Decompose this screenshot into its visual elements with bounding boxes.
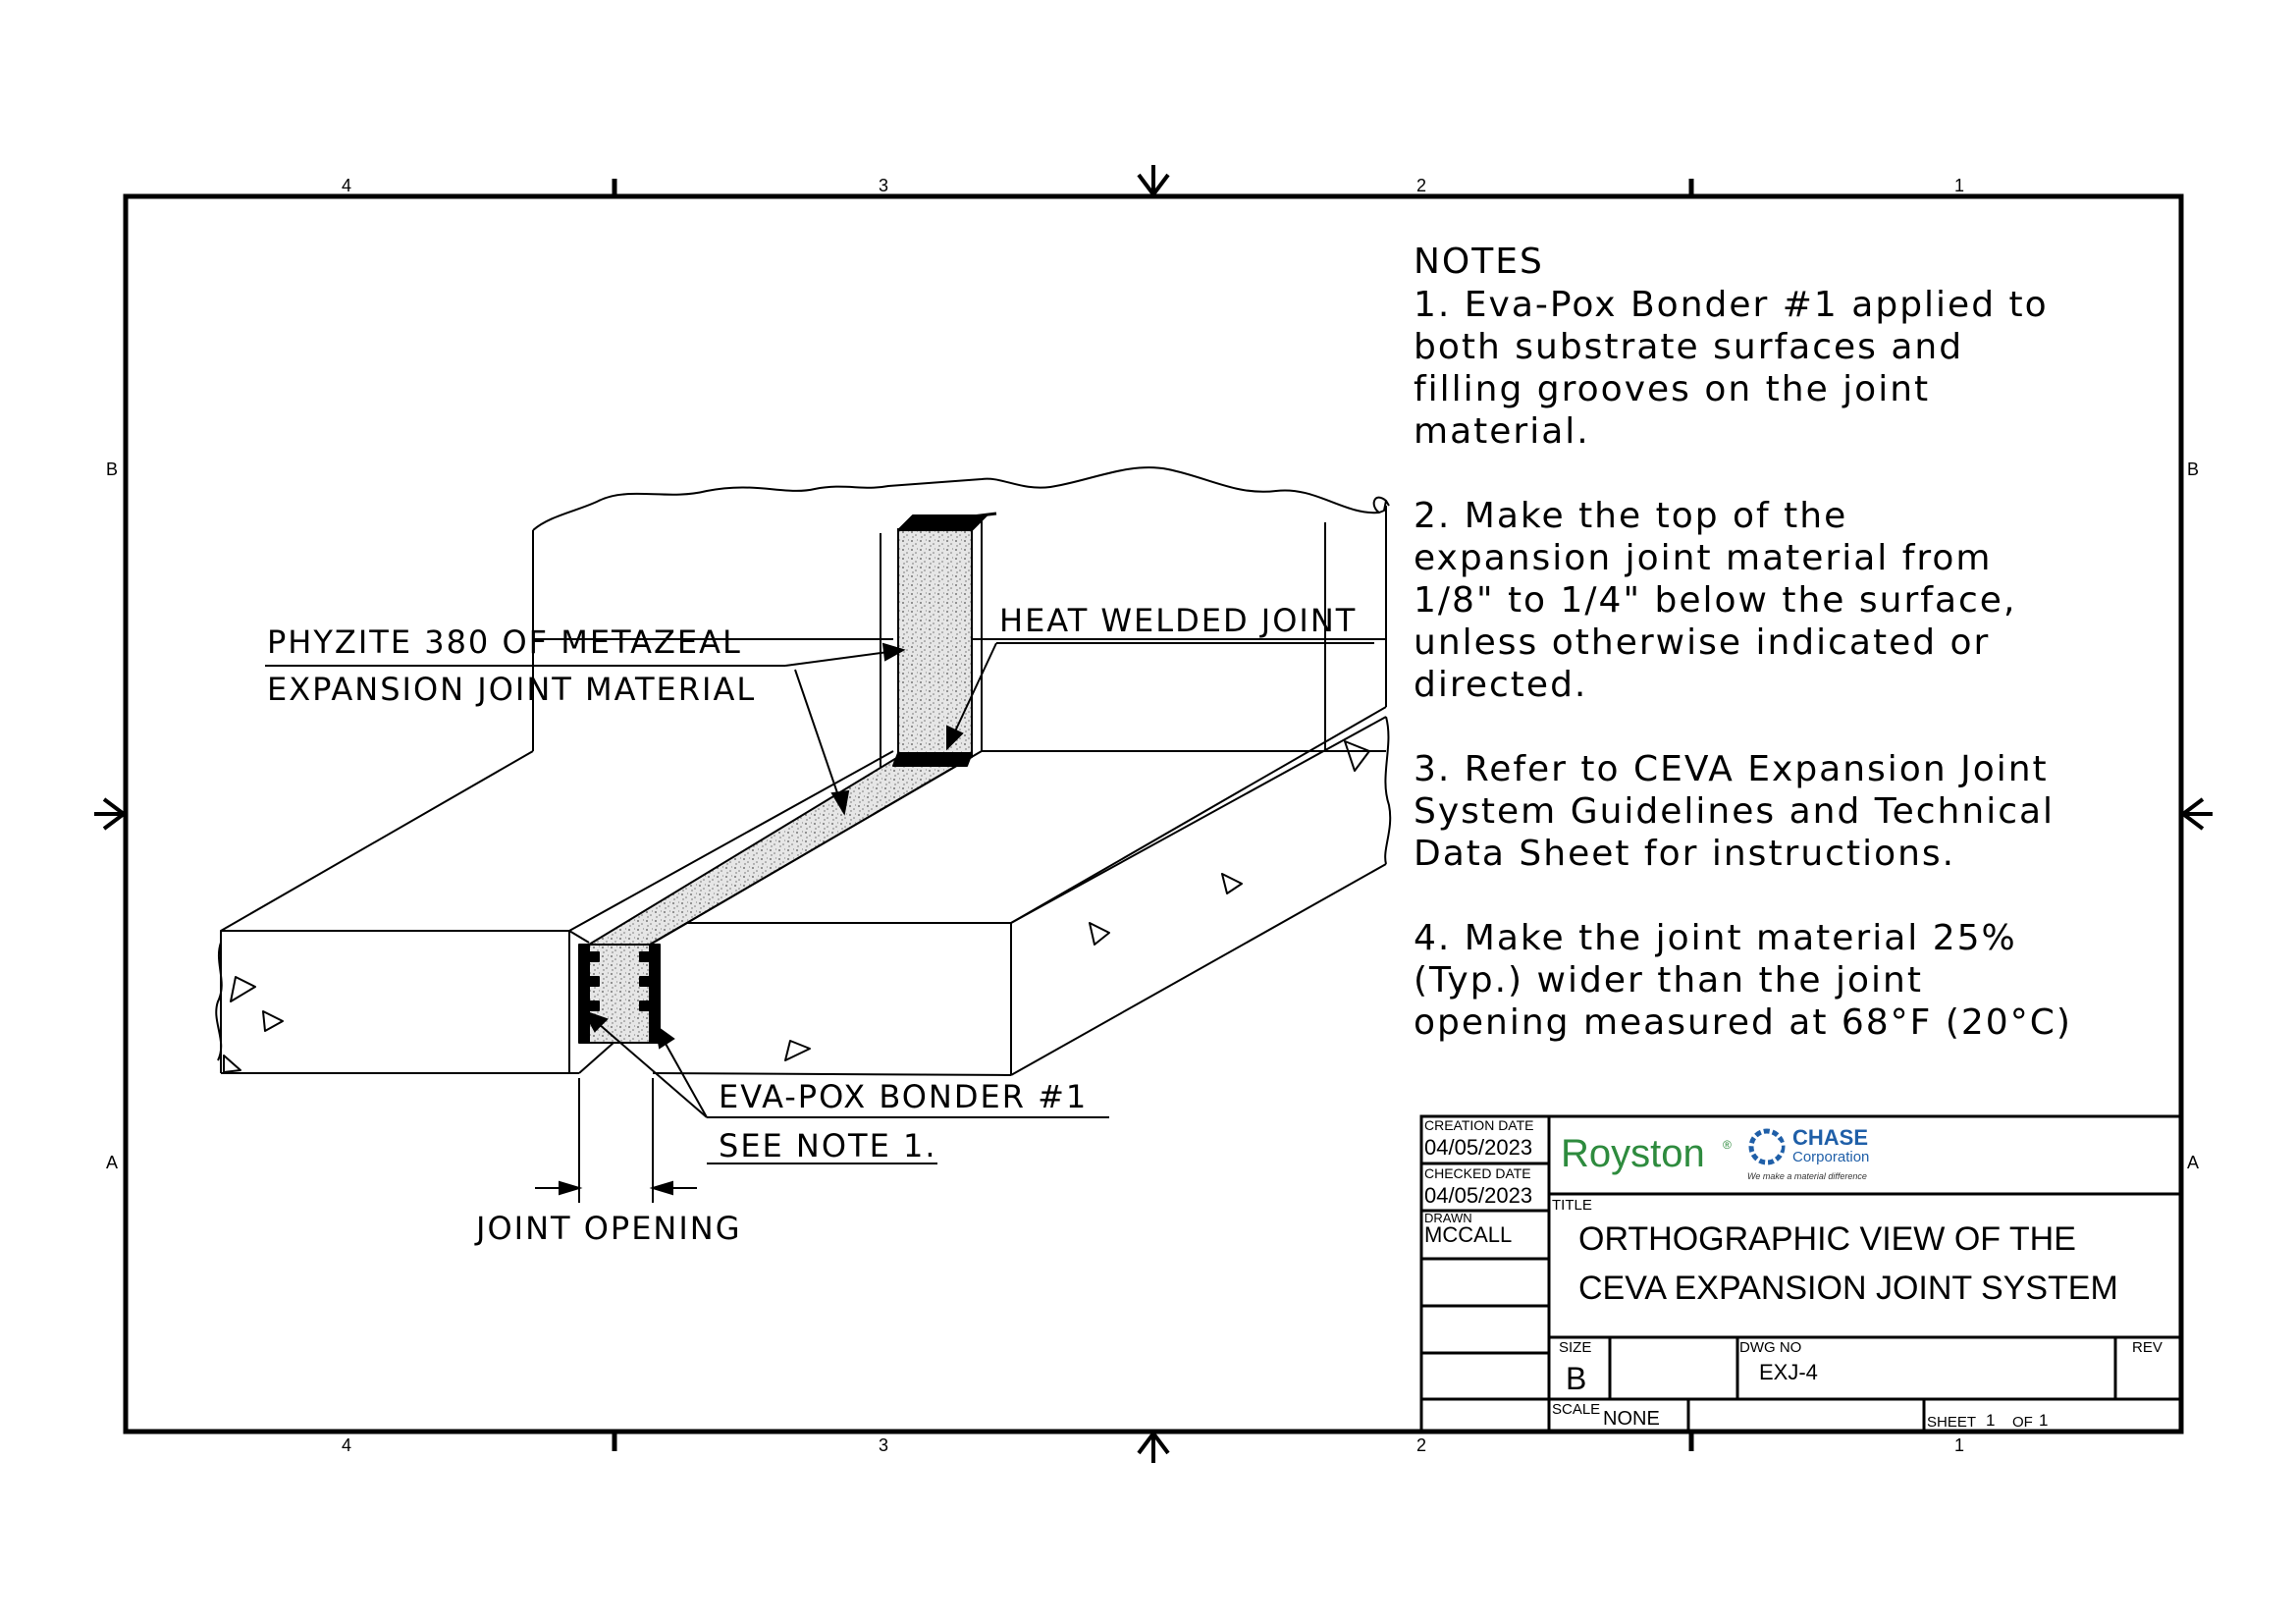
center-mark-top <box>1139 165 1168 196</box>
zone-bottom-2: 2 <box>1415 1435 1427 1455</box>
aggregate-marks <box>224 741 1369 1072</box>
center-mark-bottom <box>1139 1432 1168 1463</box>
scale-label: SCALE <box>1552 1401 1601 1418</box>
material-strip <box>589 757 972 945</box>
note-line: expansion joint material from <box>1414 538 1993 578</box>
rev-label: REV <box>2132 1339 2163 1356</box>
royston-logo: Royston <box>1561 1132 1705 1175</box>
size-label: SIZE <box>1559 1339 1592 1356</box>
note-line: 1/8" to 1/4" below the surface, <box>1414 580 2017 621</box>
title-line2: CEVA EXPANSION JOINT SYSTEM <box>1578 1270 2118 1307</box>
label-bonder-line2: SEE NOTE 1. <box>719 1127 937 1164</box>
creation-date-value: 04/05/2023 <box>1424 1135 1533 1160</box>
note-line: material. <box>1414 411 1590 452</box>
center-mark-right <box>2181 799 2213 829</box>
center-mark-left <box>94 799 126 829</box>
material-vertical <box>898 530 972 756</box>
zone-left-b: B <box>105 460 119 479</box>
zone-right-b: B <box>2186 460 2200 479</box>
note-line: filling grooves on the joint <box>1414 369 1931 409</box>
checked-date-value: 04/05/2023 <box>1424 1183 1533 1208</box>
zone-bottom-3: 3 <box>878 1435 889 1455</box>
note-line: 4. Make the joint material 25% <box>1414 918 2017 958</box>
note-line: opening measured at 68°F (20°C) <box>1414 1002 2072 1043</box>
chase-tagline: We make a material difference <box>1747 1171 1867 1181</box>
creation-date-label: CREATION DATE <box>1424 1117 1534 1133</box>
drawn-value: MCCALL <box>1424 1222 1513 1247</box>
left-slab <box>216 751 893 1073</box>
joint-drawing <box>216 467 1390 1075</box>
checked-date-label: CHECKED DATE <box>1424 1165 1531 1181</box>
size-value: B <box>1566 1361 1587 1396</box>
dwg-no-label: DWG NO <box>1739 1339 1802 1356</box>
note-line: unless otherwise indicated or <box>1414 622 1991 663</box>
note-line: (Typ.) wider than the joint <box>1414 960 1923 1001</box>
royston-registered-mark: ® <box>1723 1138 1732 1152</box>
zone-top-4: 4 <box>341 176 352 195</box>
zone-top-3: 3 <box>878 176 889 195</box>
note-line: 2. Make the top of the <box>1414 496 1848 536</box>
label-joint-opening: JOINT OPENING <box>476 1210 742 1247</box>
chase-logo-line2: Corporation <box>1792 1149 1870 1165</box>
scale-value: NONE <box>1603 1408 1660 1430</box>
zone-bottom-4: 4 <box>341 1435 352 1455</box>
label-material-line2: EXPANSION JOINT MATERIAL <box>267 671 757 708</box>
note-line: Data Sheet for instructions. <box>1414 834 1956 874</box>
note-line: directed. <box>1414 665 1588 705</box>
title-line1: ORTHOGRAPHIC VIEW OF THE <box>1578 1220 2076 1258</box>
note-line: System Guidelines and Technical <box>1414 791 2056 832</box>
zone-left-a: A <box>105 1153 119 1172</box>
zone-top-2: 2 <box>1415 176 1427 195</box>
chase-logo-line1: CHASE <box>1792 1125 1869 1150</box>
note-line: 3. Refer to CEVA Expansion Joint <box>1414 749 2049 789</box>
zone-top-1: 1 <box>1953 176 1965 195</box>
zone-right-a: A <box>2186 1153 2200 1172</box>
label-heat-welded: HEAT WELDED JOINT <box>999 602 1358 639</box>
note-line: 1. Eva-Pox Bonder #1 applied to <box>1414 285 2049 325</box>
of-value: 1 <box>2039 1411 2049 1430</box>
sheet-value: 1 <box>1986 1411 1996 1430</box>
title-label: TITLE <box>1552 1197 1592 1214</box>
dwg-no-value: EXJ-4 <box>1759 1360 1818 1384</box>
note-line: both substrate surfaces and <box>1414 327 1964 367</box>
label-bonder-line1: EVA-POX BONDER #1 <box>719 1078 1089 1115</box>
notes-heading: NOTES <box>1414 242 1544 282</box>
of-label: OF <box>2012 1414 2033 1431</box>
joint-section <box>579 945 660 1043</box>
notes-block <box>1414 242 2072 1043</box>
label-material-line1: PHYZITE 380 OF METAZEAL <box>267 623 742 661</box>
sheet-label: SHEET <box>1927 1414 1977 1431</box>
chase-logo-mark <box>1751 1131 1783 1163</box>
drawn-label: DRAWN <box>1424 1211 1472 1225</box>
zone-bottom-1: 1 <box>1953 1435 1965 1455</box>
